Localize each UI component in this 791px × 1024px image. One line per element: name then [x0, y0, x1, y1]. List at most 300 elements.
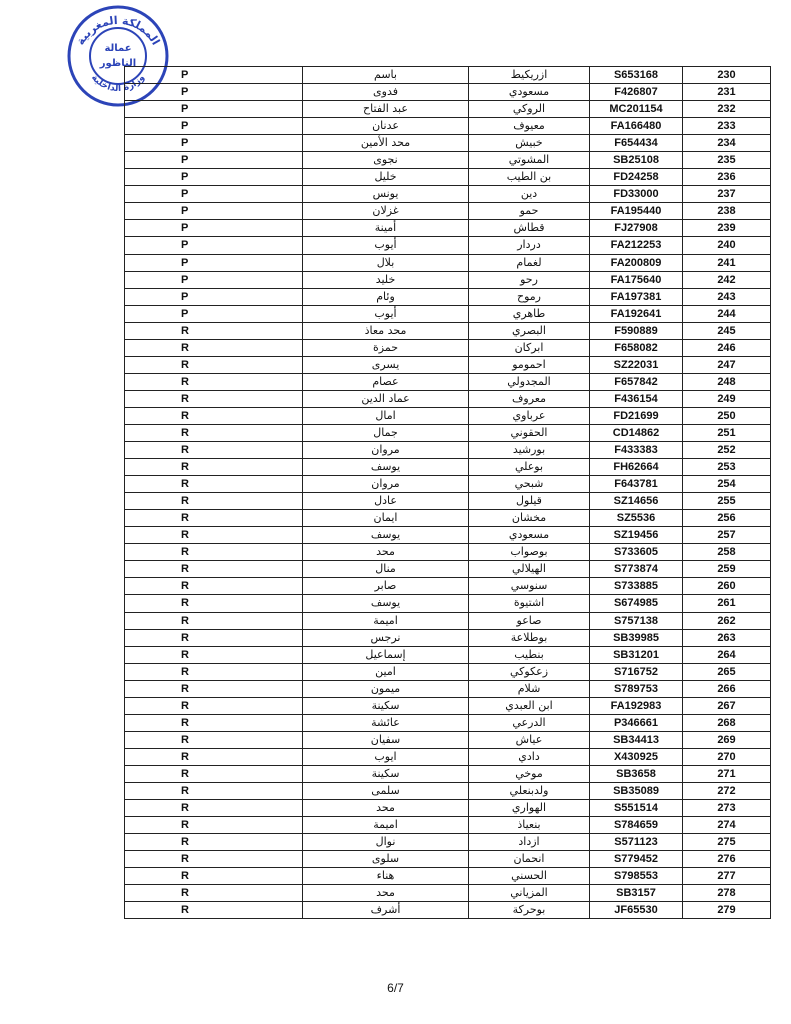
table-row: [125, 731, 771, 748]
id-number-cell: FA195440: [590, 203, 683, 220]
row-number-cell: 260: [683, 578, 771, 595]
id-number-cell: FD24258: [590, 169, 683, 186]
last-name-cell: بوصواب: [469, 544, 590, 561]
last-name-cell: خبيش: [469, 135, 590, 152]
table-row: [125, 356, 771, 373]
table-row: [125, 544, 771, 561]
first-name-cell: خليل: [303, 169, 469, 186]
first-name-cell: عبد الفتاح: [303, 101, 469, 118]
last-name-cell: بوعلي: [469, 459, 590, 476]
id-number-cell: S716752: [590, 663, 683, 680]
table-row: [125, 407, 771, 424]
row-number-cell: 272: [683, 782, 771, 799]
first-name-cell: فدوى: [303, 84, 469, 101]
row-number-cell: 247: [683, 356, 771, 373]
table-row: [125, 476, 771, 493]
last-name-cell: مخشان: [469, 510, 590, 527]
row-number-cell: 261: [683, 595, 771, 612]
id-number-cell: S757138: [590, 612, 683, 629]
table-row: [125, 714, 771, 731]
group-cell: P: [125, 254, 303, 271]
group-cell: P: [125, 288, 303, 305]
table-row: [125, 152, 771, 169]
last-name-cell: ازداد: [469, 834, 590, 851]
id-number-cell: FA192983: [590, 697, 683, 714]
group-cell: R: [125, 442, 303, 459]
first-name-cell: أمينة: [303, 220, 469, 237]
table-row: [125, 697, 771, 714]
table-row: [125, 390, 771, 407]
last-name-cell: دين: [469, 186, 590, 203]
group-cell: R: [125, 663, 303, 680]
row-number-cell: 242: [683, 271, 771, 288]
last-name-cell: سنوسي: [469, 578, 590, 595]
last-name-cell: زعكوكي: [469, 663, 590, 680]
first-name-cell: سفيان: [303, 731, 469, 748]
group-cell: P: [125, 203, 303, 220]
id-number-cell: SB31201: [590, 646, 683, 663]
table-row: [125, 680, 771, 697]
table-row: [125, 135, 771, 152]
table-row: [125, 424, 771, 441]
row-number-cell: 256: [683, 510, 771, 527]
first-name-cell: محد: [303, 544, 469, 561]
id-number-cell: SZ14656: [590, 493, 683, 510]
id-number-cell: SB3658: [590, 765, 683, 782]
first-name-cell: امال: [303, 407, 469, 424]
row-number-cell: 237: [683, 186, 771, 203]
id-number-cell: F433383: [590, 442, 683, 459]
group-cell: R: [125, 459, 303, 476]
group-cell: R: [125, 578, 303, 595]
first-name-cell: يوسف: [303, 527, 469, 544]
table-row: [125, 373, 771, 390]
first-name-cell: محد معاذ: [303, 322, 469, 339]
row-number-cell: 239: [683, 220, 771, 237]
row-number-cell: 240: [683, 237, 771, 254]
first-name-cell: سكينة: [303, 765, 469, 782]
group-cell: P: [125, 186, 303, 203]
last-name-cell: موخي: [469, 765, 590, 782]
table-row: [125, 561, 771, 578]
table-row: [125, 305, 771, 322]
group-cell: R: [125, 424, 303, 441]
first-name-cell: محد الأمين: [303, 135, 469, 152]
last-name-cell: دادي: [469, 748, 590, 765]
table-row: [125, 595, 771, 612]
first-name-cell: نجوى: [303, 152, 469, 169]
id-number-cell: X430925: [590, 748, 683, 765]
id-number-cell: FA166480: [590, 118, 683, 135]
group-cell: R: [125, 629, 303, 646]
row-number-cell: 262: [683, 612, 771, 629]
first-name-cell: يونس: [303, 186, 469, 203]
first-name-cell: يوسف: [303, 459, 469, 476]
id-number-cell: SB34413: [590, 731, 683, 748]
row-number-cell: 273: [683, 800, 771, 817]
row-number-cell: 276: [683, 851, 771, 868]
first-name-cell: هناء: [303, 868, 469, 885]
first-name-cell: جمال: [303, 424, 469, 441]
last-name-cell: رموح: [469, 288, 590, 305]
first-name-cell: خليد: [303, 271, 469, 288]
row-number-cell: 231: [683, 84, 771, 101]
first-name-cell: يوسف: [303, 595, 469, 612]
id-number-cell: SZ22031: [590, 356, 683, 373]
first-name-cell: مروان: [303, 442, 469, 459]
group-cell: R: [125, 476, 303, 493]
group-cell: P: [125, 135, 303, 152]
id-number-cell: S779452: [590, 851, 683, 868]
row-number-cell: 245: [683, 322, 771, 339]
last-name-cell: بن الطيب: [469, 169, 590, 186]
id-number-cell: MC201154: [590, 101, 683, 118]
row-number-cell: 277: [683, 868, 771, 885]
last-name-cell: ولدبنعلي: [469, 782, 590, 799]
first-name-cell: غزلان: [303, 203, 469, 220]
first-name-cell: مروان: [303, 476, 469, 493]
table-row: [125, 510, 771, 527]
row-number-cell: 279: [683, 902, 771, 919]
table-row: [125, 84, 771, 101]
table-row: [125, 646, 771, 663]
group-cell: R: [125, 697, 303, 714]
last-name-cell: لغمام: [469, 254, 590, 271]
last-name-cell: بوحركة: [469, 902, 590, 919]
id-number-cell: F426807: [590, 84, 683, 101]
id-number-cell: F657842: [590, 373, 683, 390]
group-cell: P: [125, 101, 303, 118]
group-cell: R: [125, 612, 303, 629]
first-name-cell: محد: [303, 885, 469, 902]
group-cell: R: [125, 902, 303, 919]
group-cell: R: [125, 782, 303, 799]
id-number-cell: SB25108: [590, 152, 683, 169]
table-row: [125, 800, 771, 817]
last-name-cell: احمومو: [469, 356, 590, 373]
id-number-cell: SB35089: [590, 782, 683, 799]
row-number-cell: 274: [683, 817, 771, 834]
group-cell: P: [125, 237, 303, 254]
group-cell: R: [125, 561, 303, 578]
row-number-cell: 252: [683, 442, 771, 459]
first-name-cell: سكينة: [303, 697, 469, 714]
row-number-cell: 263: [683, 629, 771, 646]
row-number-cell: 267: [683, 697, 771, 714]
last-name-cell: المجدولي: [469, 373, 590, 390]
last-name-cell: قيلول: [469, 493, 590, 510]
id-number-cell: SB3157: [590, 885, 683, 902]
group-cell: R: [125, 407, 303, 424]
table-row: [125, 527, 771, 544]
first-name-cell: نوال: [303, 834, 469, 851]
id-number-cell: S773874: [590, 561, 683, 578]
id-number-cell: F643781: [590, 476, 683, 493]
first-name-cell: اميمة: [303, 817, 469, 834]
table-row: [125, 612, 771, 629]
id-number-cell: S733605: [590, 544, 683, 561]
table-row: [125, 765, 771, 782]
row-number-cell: 234: [683, 135, 771, 152]
group-cell: R: [125, 851, 303, 868]
group-cell: R: [125, 817, 303, 834]
group-cell: P: [125, 169, 303, 186]
first-name-cell: عماد الدين: [303, 390, 469, 407]
last-name-cell: المزياني: [469, 885, 590, 902]
group-cell: R: [125, 390, 303, 407]
first-name-cell: عصام: [303, 373, 469, 390]
group-cell: R: [125, 885, 303, 902]
table-row: [125, 322, 771, 339]
id-number-cell: S784659: [590, 817, 683, 834]
table-row: [125, 118, 771, 135]
group-cell: R: [125, 339, 303, 356]
first-name-cell: ايمان: [303, 510, 469, 527]
table-row: [125, 885, 771, 902]
table-row: [125, 578, 771, 595]
first-name-cell: سلوى: [303, 851, 469, 868]
table-row: [125, 851, 771, 868]
row-number-cell: 253: [683, 459, 771, 476]
row-number-cell: 236: [683, 169, 771, 186]
group-cell: P: [125, 220, 303, 237]
table-row: [125, 663, 771, 680]
id-number-cell: S653168: [590, 67, 683, 84]
group-cell: R: [125, 834, 303, 851]
id-number-cell: FA192641: [590, 305, 683, 322]
row-number-cell: 270: [683, 748, 771, 765]
table-row: [125, 67, 771, 84]
table-row: [125, 459, 771, 476]
group-cell: R: [125, 765, 303, 782]
table-row: [125, 271, 771, 288]
row-number-cell: 269: [683, 731, 771, 748]
table-row: [125, 186, 771, 203]
first-name-cell: باسم: [303, 67, 469, 84]
group-cell: R: [125, 527, 303, 544]
row-number-cell: 264: [683, 646, 771, 663]
group-cell: R: [125, 748, 303, 765]
group-cell: P: [125, 152, 303, 169]
id-number-cell: CD14862: [590, 424, 683, 441]
last-name-cell: بنعياذ: [469, 817, 590, 834]
last-name-cell: قطاش: [469, 220, 590, 237]
table-row: [125, 629, 771, 646]
table-row: [125, 237, 771, 254]
roster-table: [124, 66, 771, 919]
table-row: [125, 288, 771, 305]
first-name-cell: أيوب: [303, 237, 469, 254]
group-cell: R: [125, 356, 303, 373]
first-name-cell: أيوب: [303, 305, 469, 322]
last-name-cell: معيوف: [469, 118, 590, 135]
row-number-cell: 254: [683, 476, 771, 493]
row-number-cell: 265: [683, 663, 771, 680]
last-name-cell: بنطيب: [469, 646, 590, 663]
table-row: [125, 203, 771, 220]
table-row: [125, 442, 771, 459]
first-name-cell: عادل: [303, 493, 469, 510]
last-name-cell: الحقوني: [469, 424, 590, 441]
row-number-cell: 246: [683, 339, 771, 356]
stamp-bottom-text: وزارة الداخلية: [89, 72, 147, 94]
id-number-cell: FA212253: [590, 237, 683, 254]
stamp-inner-mid-text: الناظور: [99, 58, 137, 69]
id-number-cell: S733885: [590, 578, 683, 595]
table-row: [125, 169, 771, 186]
first-name-cell: إسماعيل: [303, 646, 469, 663]
last-name-cell: ازريكيط: [469, 67, 590, 84]
table-row: [125, 748, 771, 765]
last-name-cell: الهواري: [469, 800, 590, 817]
first-name-cell: أشرف: [303, 902, 469, 919]
table-row: [125, 220, 771, 237]
group-cell: R: [125, 868, 303, 885]
last-name-cell: الدرعي: [469, 714, 590, 731]
id-number-cell: S789753: [590, 680, 683, 697]
row-number-cell: 244: [683, 305, 771, 322]
id-number-cell: SZ19456: [590, 527, 683, 544]
group-cell: R: [125, 714, 303, 731]
id-number-cell: S571123: [590, 834, 683, 851]
row-number-cell: 232: [683, 101, 771, 118]
first-name-cell: وئام: [303, 288, 469, 305]
last-name-cell: اشتيوة: [469, 595, 590, 612]
group-cell: R: [125, 510, 303, 527]
row-number-cell: 275: [683, 834, 771, 851]
group-cell: R: [125, 595, 303, 612]
id-number-cell: FD21699: [590, 407, 683, 424]
first-name-cell: محد: [303, 800, 469, 817]
last-name-cell: ابن العبدي: [469, 697, 590, 714]
group-cell: P: [125, 118, 303, 135]
last-name-cell: البصري: [469, 322, 590, 339]
group-cell: P: [125, 84, 303, 101]
group-cell: R: [125, 800, 303, 817]
id-number-cell: P346661: [590, 714, 683, 731]
row-number-cell: 248: [683, 373, 771, 390]
last-name-cell: حمو: [469, 203, 590, 220]
id-number-cell: FA200809: [590, 254, 683, 271]
last-name-cell: مسعودي: [469, 527, 590, 544]
first-name-cell: يسرى: [303, 356, 469, 373]
id-number-cell: FA197381: [590, 288, 683, 305]
last-name-cell: الحسني: [469, 868, 590, 885]
first-name-cell: امين: [303, 663, 469, 680]
id-number-cell: F590889: [590, 322, 683, 339]
first-name-cell: ايوب: [303, 748, 469, 765]
group-cell: R: [125, 544, 303, 561]
last-name-cell: مسعودي: [469, 84, 590, 101]
last-name-cell: شلام: [469, 680, 590, 697]
id-number-cell: SZ5536: [590, 510, 683, 527]
row-number-cell: 230: [683, 67, 771, 84]
row-number-cell: 278: [683, 885, 771, 902]
last-name-cell: صاعو: [469, 612, 590, 629]
id-number-cell: FA175640: [590, 271, 683, 288]
first-name-cell: حمزة: [303, 339, 469, 356]
page-number: 6/7: [387, 981, 404, 995]
row-number-cell: 257: [683, 527, 771, 544]
row-number-cell: 249: [683, 390, 771, 407]
row-number-cell: 259: [683, 561, 771, 578]
first-name-cell: اميمة: [303, 612, 469, 629]
id-number-cell: S674985: [590, 595, 683, 612]
row-number-cell: 250: [683, 407, 771, 424]
row-number-cell: 241: [683, 254, 771, 271]
table-row: [125, 254, 771, 271]
first-name-cell: صابر: [303, 578, 469, 595]
group-cell: R: [125, 646, 303, 663]
first-name-cell: نرجس: [303, 629, 469, 646]
first-name-cell: عدنان: [303, 118, 469, 135]
last-name-cell: بورشيد: [469, 442, 590, 459]
group-cell: P: [125, 67, 303, 84]
stamp-outer-text: المملكة المغربية: [73, 13, 163, 48]
table-row: [125, 868, 771, 885]
row-number-cell: 268: [683, 714, 771, 731]
table-row: [125, 493, 771, 510]
table-row: [125, 817, 771, 834]
row-number-cell: 271: [683, 765, 771, 782]
group-cell: R: [125, 680, 303, 697]
row-number-cell: 243: [683, 288, 771, 305]
group-cell: R: [125, 493, 303, 510]
row-number-cell: 235: [683, 152, 771, 169]
id-number-cell: F654434: [590, 135, 683, 152]
last-name-cell: شبحي: [469, 476, 590, 493]
last-name-cell: بوطلاعة: [469, 629, 590, 646]
table-row: [125, 101, 771, 118]
row-number-cell: 258: [683, 544, 771, 561]
last-name-cell: عياش: [469, 731, 590, 748]
id-number-cell: F658082: [590, 339, 683, 356]
roster-body: [125, 67, 771, 919]
id-number-cell: SB39985: [590, 629, 683, 646]
table-row: [125, 834, 771, 851]
row-number-cell: 233: [683, 118, 771, 135]
stamp-inner-top-text: عمالة: [104, 43, 132, 54]
last-name-cell: رحو: [469, 271, 590, 288]
last-name-cell: دردار: [469, 237, 590, 254]
id-number-cell: JF65530: [590, 902, 683, 919]
row-number-cell: 238: [683, 203, 771, 220]
last-name-cell: انحمان: [469, 851, 590, 868]
row-number-cell: 251: [683, 424, 771, 441]
group-cell: P: [125, 305, 303, 322]
last-name-cell: عرباوي: [469, 407, 590, 424]
row-number-cell: 255: [683, 493, 771, 510]
last-name-cell: ابركان: [469, 339, 590, 356]
first-name-cell: منال: [303, 561, 469, 578]
group-cell: P: [125, 271, 303, 288]
group-cell: R: [125, 322, 303, 339]
last-name-cell: الروكي: [469, 101, 590, 118]
table-row: [125, 782, 771, 799]
row-number-cell: 266: [683, 680, 771, 697]
last-name-cell: الهيلالي: [469, 561, 590, 578]
group-cell: R: [125, 373, 303, 390]
table-row: [125, 902, 771, 919]
first-name-cell: بلال: [303, 254, 469, 271]
id-number-cell: F436154: [590, 390, 683, 407]
first-name-cell: ميمون: [303, 680, 469, 697]
id-number-cell: S798553: [590, 868, 683, 885]
table-row: [125, 339, 771, 356]
id-number-cell: FD33000: [590, 186, 683, 203]
first-name-cell: سلمى: [303, 782, 469, 799]
id-number-cell: FH62664: [590, 459, 683, 476]
